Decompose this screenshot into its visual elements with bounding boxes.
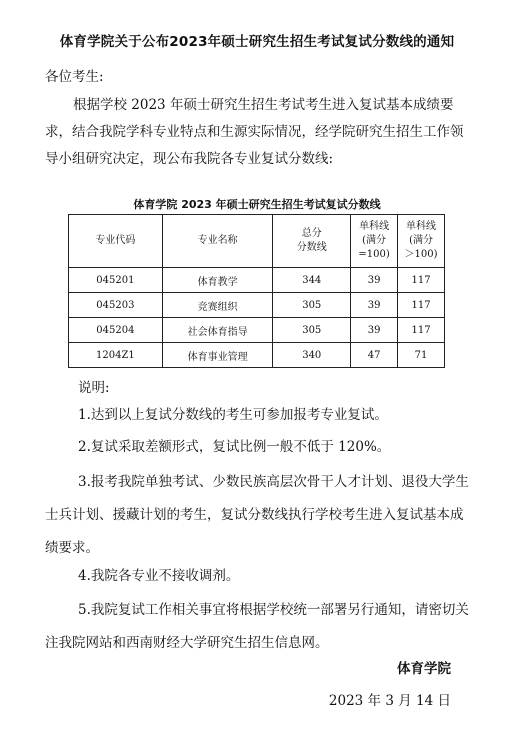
body-paragraph: 根据学校 2023 年硕士研究生招生考试考生进入复试基本成绩要求，结合我院学科专业特点和生源实际情况，经学院研究生招生工作领导小组研究决定，现公布我院各专业复试分数线:: [45, 97, 464, 167]
cell-total: 340: [273, 343, 351, 368]
cell-code: 045204: [69, 318, 163, 343]
cell-total: 305: [273, 318, 351, 343]
cell-single-over-100: 117: [398, 268, 445, 293]
cell-total: 344: [273, 268, 351, 293]
cell-code: 045203: [69, 293, 163, 318]
header-total: 总分 分数线: [273, 215, 351, 268]
cell-single-over-100: 117: [398, 318, 445, 343]
score-table: [68, 214, 445, 368]
cell-name: 体育事业管理: [162, 343, 273, 368]
table-row: [69, 343, 445, 368]
salutation: 各位考生:: [45, 69, 104, 85]
cell-name: 竞赛组织: [162, 293, 273, 318]
cell-name: 社会体育指导: [162, 318, 273, 343]
cell-name: 体育教学: [162, 268, 273, 293]
note-item: 1.达到以上复试分数线的考生可参加报考专业复试。: [78, 407, 388, 423]
cell-single-100: 39: [351, 268, 398, 293]
header-code: 专业代码: [69, 215, 163, 268]
header-single-100: 单科线 (满分 =100): [351, 215, 398, 268]
note-item: 5.我院复试工作相关事宜将根据学校统一部署另行通知，请密切关注我院网站和西南财经大学研究生招生信息网。: [45, 602, 469, 651]
notes-label: 说明:: [78, 380, 110, 396]
signature: 体育学院: [397, 661, 451, 677]
cell-total: 305: [273, 293, 351, 318]
note-item: 4.我院各专业不接收调剂。: [78, 568, 240, 584]
document-title: 体育学院关于公布2023年硕士研究生招生考试复试分数线的通知: [59, 34, 455, 50]
table-row: [69, 293, 445, 318]
table-row: [69, 268, 445, 293]
note-item: 3.报考我院单独考试、少数民族高层次骨干人才计划、退役大学生士兵计划、援藏计划的考生，复试分数线执行学校考生进入复试基本成绩要求。: [45, 474, 469, 556]
table-row: [69, 318, 445, 343]
cell-code: 1204Z1: [69, 343, 163, 368]
cell-single-100: 39: [351, 293, 398, 318]
issue-date: 2023 年 3 月 14 日: [328, 693, 451, 709]
note-item: 2.复试采取差额形式，复试比例一般不低于 120%。: [78, 439, 391, 455]
table-header-row: [69, 215, 445, 268]
table-title: 体育学院 2023 年硕士研究生招生考试复试分数线: [133, 198, 381, 211]
cell-single-over-100: 71: [398, 343, 445, 368]
header-name: 专业名称: [162, 215, 273, 268]
cell-single-100: 39: [351, 318, 398, 343]
cell-single-over-100: 117: [398, 293, 445, 318]
cell-code: 045201: [69, 268, 163, 293]
cell-single-100: 47: [351, 343, 398, 368]
header-single-over-100: 单科线 (满分 ＞100): [398, 215, 445, 268]
